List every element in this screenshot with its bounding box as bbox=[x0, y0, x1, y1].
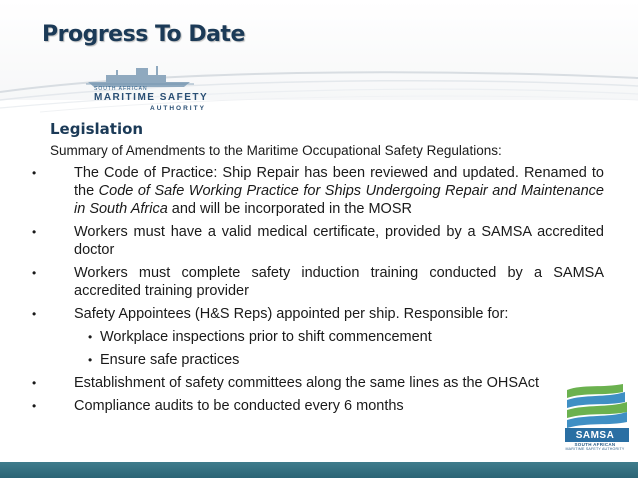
intro-text: Summary of Amendments to the Maritime Occupational Safety Regulations: bbox=[50, 143, 502, 158]
bullet-text: Workplace inspections prior to shift commencement bbox=[100, 329, 432, 345]
bullet-icon: • bbox=[88, 353, 93, 367]
bullet-icon: • bbox=[32, 166, 37, 180]
list-item bbox=[26, 351, 604, 369]
bullet-icon: • bbox=[32, 225, 37, 239]
section-heading: Legislation bbox=[50, 120, 144, 138]
samsa-logo-word: SAMSA bbox=[575, 430, 615, 441]
samsa-logo-tagline: MARITIME SAFETY AUTHORITY bbox=[565, 447, 625, 451]
bullet-text-prefix: The Code of Practice: Ship Repair has been reviewed and updated. Renamed to the bbox=[74, 165, 604, 199]
bullet-text: Workers must complete safety induction training conducted by a SAMSA accredited training provider bbox=[74, 265, 604, 299]
bullet-text-emphasis: Code of Safe Working Practice for Ships Undergoing Repair and Maintenance in South Africa bbox=[74, 183, 604, 217]
logo-sub-text: AUTHORITY bbox=[150, 105, 206, 112]
bullet-icon: • bbox=[88, 330, 93, 344]
list-item bbox=[26, 397, 604, 415]
list-item bbox=[26, 374, 604, 392]
bullet-icon: • bbox=[32, 307, 37, 321]
list-item bbox=[26, 328, 604, 346]
maritime-safety-authority-logo bbox=[86, 62, 236, 118]
list-item bbox=[26, 264, 604, 300]
bullet-text: Compliance audits to be conducted every 6 months bbox=[74, 398, 404, 414]
list-item bbox=[26, 223, 604, 259]
bullet-icon: • bbox=[32, 399, 37, 413]
logo-small-text: SOUTH AFRICAN bbox=[94, 86, 148, 92]
ship-icon bbox=[86, 62, 194, 88]
bullet-icon: • bbox=[32, 376, 37, 390]
list-item bbox=[26, 164, 604, 218]
bullet-text: Workers must have a valid medical certificate, provided by a SAMSA accredited doctor bbox=[74, 224, 604, 258]
samsa-logo-subtitle: SOUTH AFRICAN bbox=[574, 442, 616, 447]
bullet-text: Safety Appointees (H&S Reps) appointed per ship. Responsible for: bbox=[74, 306, 509, 322]
bullet-list bbox=[26, 164, 604, 420]
bullet-icon: • bbox=[32, 266, 37, 280]
bullet-text: Establishment of safety committees along the same lines as the OHSAct bbox=[74, 375, 540, 391]
footer-bar bbox=[0, 462, 638, 478]
logo-main-text: MARITIME SAFETY bbox=[94, 92, 209, 103]
bullet-text-suffix: and will be incorporated in the MOSR bbox=[167, 201, 412, 217]
list-item bbox=[26, 305, 604, 323]
bullet-text: Ensure safe practices bbox=[100, 352, 240, 368]
slide-title: Progress To Date bbox=[42, 22, 245, 47]
